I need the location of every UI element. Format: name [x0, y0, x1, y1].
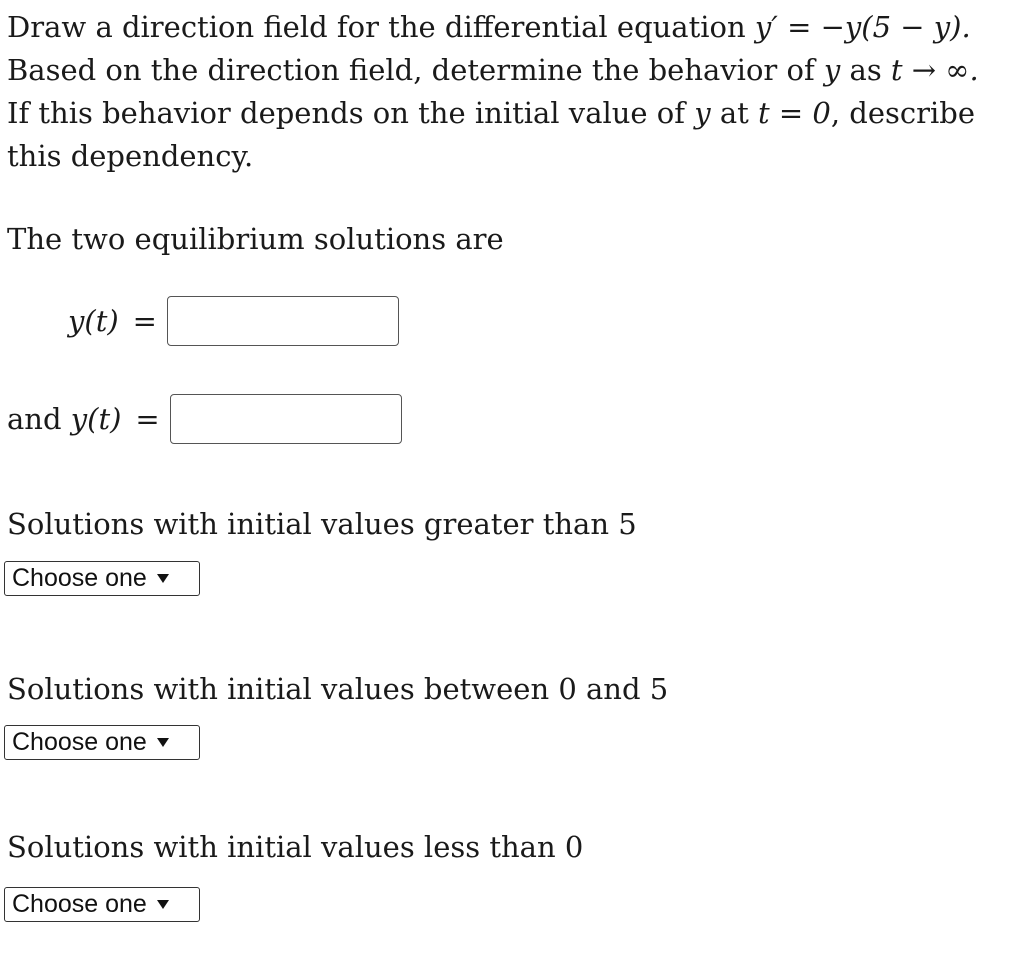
problem-line-2: Based on the direction field, determine the behavior of y as t → ∞.: [7, 53, 979, 87]
equals-sign: =: [135, 402, 160, 436]
problem-line-1: Draw a direction field for the differential equation y′ = −y(5 − y).: [7, 10, 971, 44]
dropdown-selected-value: Choose one: [12, 728, 147, 756]
equilibrium-row-1: [68, 295, 399, 347]
dropdown-selected-value: Choose one: [12, 890, 147, 918]
dropdown-selected-value: Choose one: [12, 564, 147, 592]
behavior-dropdown-less-than-0[interactable]: [4, 887, 200, 922]
question-label-greater-than-5: Solutions with initial values greater than 5: [7, 507, 637, 541]
equilibrium-input-1[interactable]: [167, 296, 399, 346]
equilibrium-input-2[interactable]: [170, 394, 402, 444]
caret-down-icon: [157, 574, 169, 583]
behavior-dropdown-between-0-and-5[interactable]: [4, 725, 200, 760]
behavior-dropdown-greater-than-5[interactable]: [4, 561, 200, 596]
caret-down-icon: [157, 900, 169, 909]
equilibrium-row-2: [7, 393, 402, 445]
problem-line-3: If this behavior depends on the initial value of y at t = 0, describe: [7, 96, 976, 130]
question-label-between-0-and-5: Solutions with initial values between 0 and 5: [7, 672, 669, 706]
question-label-less-than-0: Solutions with initial values less than 0: [7, 830, 584, 864]
differential-equation: y′ = −y(5 − y).: [754, 10, 971, 44]
equilibrium-intro: The two equilibrium solutions are: [7, 222, 504, 256]
problem-line-4: this dependency.: [7, 139, 254, 173]
equals-sign: =: [132, 304, 157, 338]
caret-down-icon: [157, 738, 169, 747]
equilibrium-label-1: y(t): [68, 304, 119, 338]
problem-statement: [7, 6, 979, 178]
equilibrium-label-2: and y(t): [7, 402, 122, 436]
